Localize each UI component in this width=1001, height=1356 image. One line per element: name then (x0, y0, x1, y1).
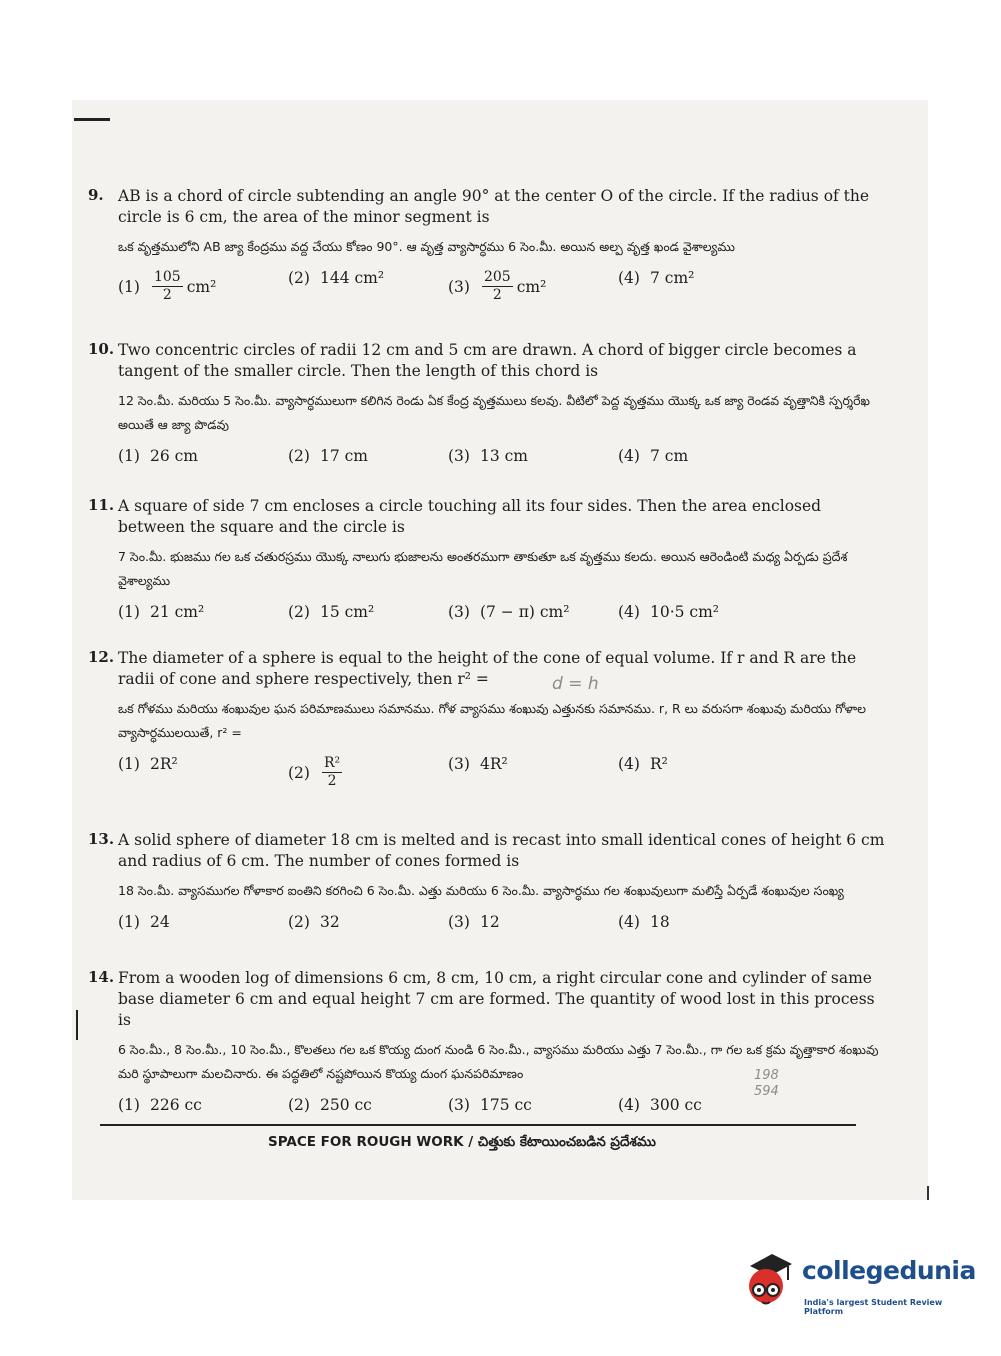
collegedunia-logo[interactable] (742, 1252, 976, 1316)
option-text: 144 cm² (319, 269, 385, 287)
page-edge-mark (74, 118, 110, 121)
question-block (88, 186, 888, 303)
option-text: 175 cc (479, 1096, 532, 1114)
option-number: (2) (288, 1096, 310, 1114)
answer-option[interactable] (618, 1096, 702, 1114)
option-text: (7 − π) cm² (479, 603, 570, 621)
option-text: 10·5 cm² (649, 603, 719, 621)
option-text: 7 cm² (649, 269, 695, 287)
answer-option[interactable] (118, 447, 198, 465)
rough-work-label: SPACE FOR ROUGH WORK / చిత్తుకు కేటాయించబడిన ప్రదేశము (268, 1134, 656, 1150)
question-text-english: Two concentric circles of radii 12 cm and 5 cm are drawn. A chord of bigger circle becomes a tangent of the smaller circle. Then the length of this chord is (118, 341, 857, 380)
option-text: 7 cm (649, 447, 689, 465)
fraction (152, 269, 183, 304)
question-number: 13. (88, 830, 115, 848)
answer-options (118, 599, 888, 633)
option-number: (3) (448, 755, 470, 773)
option-number: (2) (288, 269, 310, 287)
option-number: (1) (118, 755, 140, 773)
answer-option[interactable] (288, 603, 374, 621)
fraction-numerator: R² (323, 755, 341, 771)
question-block (88, 648, 888, 789)
fraction-denominator: 2 (492, 287, 502, 303)
option-text: R² (649, 755, 668, 773)
question-number: 12. (88, 648, 115, 666)
question-text-english: A square of side 7 cm encloses a circle touching all its four sides. Then the area enclosed between the square and the circle is (118, 497, 822, 536)
fraction-denominator: 2 (327, 773, 337, 789)
answer-option[interactable] (618, 913, 670, 931)
fraction-numerator: 205 (483, 269, 511, 285)
option-unit: cm² (186, 277, 217, 296)
option-text: 226 cc (149, 1096, 202, 1114)
question-number: 10. (88, 340, 115, 358)
question-text-english: From a wooden log of dimensions 6 cm, 8 cm, 10 cm, a right circular cone and cylinder of same base diameter 6 cm and equal height 7 cm are formed. The quantity of wood lost in this process is (118, 969, 875, 1029)
mascot-icon (742, 1252, 794, 1310)
fraction-numerator: 105 (153, 269, 181, 285)
answer-option[interactable] (118, 913, 170, 931)
question-text-telugu: 18 సెం.మీ. వ్యాసముగల గోళాకార ఐంతిని కరగించి 6 సెం.మీ. ఎత్తు మరియు 6 సెం.మీ. వ్యాసార్ధము గల శంఖువులుగా మలిస్తే ఏర్పడే శంఖువుల సంఖ్య (118, 883, 844, 898)
option-text: 32 (319, 913, 340, 931)
option-text: 18 (649, 913, 670, 931)
answer-option[interactable] (288, 913, 340, 931)
handwritten-note: d = h (552, 674, 599, 694)
option-text: 21 cm² (149, 603, 205, 621)
option-number: (3) (448, 603, 470, 621)
question-text-english: AB is a chord of circle subtending an angle 90° at the center O of the circle. If the radius of the circle is 6 cm, the area of the minor segment is (118, 187, 870, 226)
option-unit: cm² (516, 277, 547, 296)
option-text: 12 (479, 913, 500, 931)
answer-option[interactable] (118, 1096, 202, 1114)
question-text-telugu: 6 సెం.మీ., 8 సెం.మీ., 10 సెం.మీ., కొలతలు గల ఒక కొయ్య దుంగ నుండి 6 సెం.మీ., వ్యాసము మరియు ఎత్తు 7 సెం.మీ., గా గల ఒక క్రమ వృత్తాకార శంఖువు మరి స్థూపాలుగా మలచినారు. ఈ పద్ధతిలో నష్టపోయిన కొయ్య దుంగ ఘనపరిమాణం (118, 1042, 879, 1081)
option-number: (2) (288, 603, 310, 621)
option-text: 2R² (149, 755, 178, 773)
option-text: 17 cm (319, 447, 368, 465)
option-text: 15 cm² (319, 603, 375, 621)
fraction (482, 269, 513, 304)
option-text: 24 (149, 913, 170, 931)
question-block (88, 830, 888, 943)
option-number: (4) (618, 755, 640, 773)
fraction-denominator: 2 (162, 287, 172, 303)
option-text: 26 cm (149, 447, 198, 465)
question-block (88, 340, 888, 477)
answer-option[interactable] (618, 269, 694, 287)
question-number: 11. (88, 496, 115, 514)
answer-option[interactable] (618, 603, 719, 621)
option-number: (3) (448, 447, 470, 465)
answer-options (118, 751, 888, 789)
answer-option[interactable] (618, 447, 688, 465)
answer-option[interactable] (288, 269, 384, 287)
option-text: 13 cm (479, 447, 528, 465)
answer-option[interactable] (288, 447, 368, 465)
option-number: (3) (448, 1096, 470, 1114)
margin-mark (76, 1010, 78, 1040)
option-number: (2) (288, 447, 310, 465)
option-number: (1) (118, 447, 140, 465)
answer-options (118, 443, 888, 477)
answer-option[interactable] (448, 269, 546, 304)
question-text-telugu: 7 సెం.మీ. భుజము గల ఒక చతురస్రము యొక్క నాలుగు భుజాలను అంతరముగా తాకుతూ ఒక వృత్తము కలదు. అయిన ఆరెండింటి మధ్య ఏర్పడు ప్రదేశ వైశాల్యము (118, 549, 848, 588)
answer-option[interactable] (448, 447, 528, 465)
question-block (88, 496, 888, 633)
option-number: (1) (118, 913, 140, 931)
option-number: (1) (118, 603, 140, 621)
question-text-telugu: ఒక వృత్తములోని AB జ్యా కేంద్రము వద్ద చేయు కోణం 90°. ఆ వృత్త వ్యాసార్ధము 6 సెం.మీ. అయిన అల్ప వృత్త ఖండ వైశాల్యము (118, 239, 735, 254)
logo-tagline: India's largest Student Review Platform (804, 1298, 943, 1316)
question-number: 9. (88, 186, 104, 204)
question-text-english: A solid sphere of diameter 18 cm is melted and is recast into small identical cones of height 6 cm and radius of 6 cm. The number of cones formed is (118, 831, 885, 870)
option-number: (1) (118, 1096, 140, 1114)
option-text: 300 cc (649, 1096, 702, 1114)
handwritten-note: 198 594 (754, 1068, 779, 1099)
option-number: (4) (618, 447, 640, 465)
page-edge-mark (927, 1186, 929, 1200)
question-text-telugu: 12 సెం.మీ. మరియు 5 సెం.మీ. వ్యాసార్ధములుగా కలిగిన రెండు ఏక కేంద్ర వృత్తములు కలవు. వీటిలో పెద్ద వృత్తము యొక్క ఒక జ్యా రెండవ వృత్తానికి స్పర్శరేఖ అయితే ఆ జ్యా పొడవు (118, 393, 870, 432)
logo-wordmark: collegedunia (802, 1256, 976, 1285)
option-number: (3) (448, 913, 470, 931)
option-number: (3) (448, 277, 470, 296)
option-number: (4) (618, 269, 640, 287)
answer-options (118, 265, 888, 303)
answer-option[interactable] (118, 755, 178, 773)
question-text-telugu: ఒక గోళము మరియు శంఖువుల ఘన పరిమాణములు సమానము. గోళ వ్యాసము శంఖువు ఎత్తునకు సమానము. r, R లు వరుసగా శంఖువు మరియు గోళాల వ్యాసార్ధములయితే, r² = (118, 701, 866, 740)
fraction (322, 755, 342, 790)
answer-option[interactable] (288, 755, 346, 790)
option-number: (2) (288, 763, 310, 782)
answer-option[interactable] (118, 269, 216, 304)
answer-option[interactable] (448, 755, 508, 773)
option-number: (4) (618, 1096, 640, 1114)
option-number: (1) (118, 277, 140, 296)
question-text-english: The diameter of a sphere is equal to the height of the cone of equal volume. If r and R are the radii of cone and sphere respectively, then r² = (118, 649, 857, 688)
question-block (88, 968, 888, 1126)
answer-option[interactable] (288, 1096, 372, 1114)
question-number: 14. (88, 968, 115, 986)
option-number: (2) (288, 913, 310, 931)
answer-option[interactable] (448, 1096, 532, 1114)
option-text: 250 cc (319, 1096, 372, 1114)
option-number: (4) (618, 913, 640, 931)
answer-option[interactable] (118, 603, 204, 621)
option-number: (4) (618, 603, 640, 621)
answer-option[interactable] (448, 913, 500, 931)
answer-options (118, 909, 888, 943)
option-text: 4R² (479, 755, 508, 773)
divider (100, 1124, 856, 1126)
answer-option[interactable] (618, 755, 668, 773)
answer-option[interactable] (448, 603, 569, 621)
